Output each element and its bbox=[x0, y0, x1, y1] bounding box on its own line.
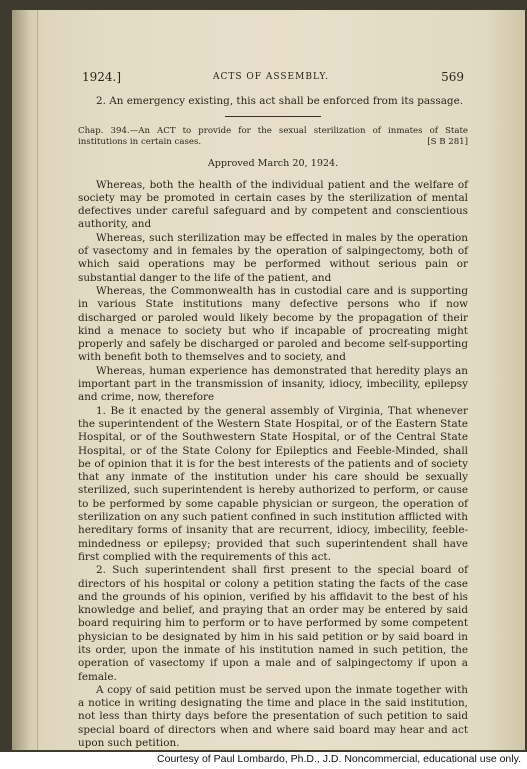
page-number: 569 bbox=[441, 70, 464, 84]
section-2-paragraph: 2. Such superintendent shall first present to the special board of directors of his hospital or colony a petition stating the facts of the case and the grounds of his opinion, verified by his affidavit to the best of his knowledge and belief, and praying that an order may be entered by said board requiring him to perform or to have performed by some competent physician to be designated by him in his said petition or by said board in its order, upon the inmate of his institution named in such petition, the operation of vasectomy if upon a male and of salpingectomy if upon a female. bbox=[78, 564, 468, 683]
preamble-paragraph: Whereas, both the health of the individual patient and the welfare of society may be promoted in certain cases by the sterilization of mental defectives under careful safeguard and by competent and conscientious authority, and bbox=[78, 178, 468, 231]
approved-date: Approved March 20, 1924. bbox=[207, 158, 339, 170]
book-page bbox=[12, 10, 525, 750]
page-edge-line bbox=[37, 10, 38, 750]
running-head bbox=[78, 70, 464, 86]
preamble-paragraph: Whereas, such sterilization may be effected in males by the operation of vasectomy and in females by the operation of salpingectomy, both of which said operations may be performed without serious pain or substantial danger to the life of the patient, and bbox=[78, 231, 468, 284]
chapter-heading bbox=[78, 126, 468, 148]
header-year: 1924.] bbox=[82, 70, 122, 84]
section-rule bbox=[225, 116, 321, 117]
header-title: ACTS OF ASSEMBLY. bbox=[212, 72, 329, 82]
chapter-heading-text: Chap. 394.—An ACT to provide for the sexual sterilization of inmates of State institutions in certain cases. bbox=[78, 126, 468, 148]
petition-service-paragraph: A copy of said petition must be served upon the inmate together with a notice in writing designating the time and place in the said institution, not less than thirty days before the presentation of such petition to said special board of directors when and where said board may hear and act upon such petition. bbox=[78, 683, 468, 750]
courtesy-footer: Courtesy of Paul Lombardo, Ph.D., J.D. Noncommercial, educational use only. bbox=[157, 753, 521, 765]
bill-reference: [S B 281] bbox=[427, 137, 468, 148]
previous-act-section: 2. An emergency existing, this act shall be enforced from its passage. bbox=[96, 95, 464, 107]
preamble-paragraph: Whereas, human experience has demonstrated that heredity plays an important part in the transmission of insanity, idiocy, imbecility, epilepsy and crime, now, therefore bbox=[78, 364, 468, 404]
section-1-paragraph: 1. Be it enacted by the general assembly of Virginia, That whenever the superintendent of the Western State Hospital, or of the Eastern State Hospital, or of the Southwestern State Hospital, or of the Central State Hospital, or of the State Colony for Epileptics and Feeble-Minded, shall be of opinion that it is for the best interests of the patients and of society that any inmate of the institution under his care should be sexually sterilized, such superintendent is hereby authorized to perform, or cause to be performed by some capable physician or surgeon, the operation of sterilization on any such patient confined in such institution afflicted with hereditary forms of insanity that are recurrent, idiocy, imbecility, feeble-mindedness or epilepsy; provided that such superintendent shall have first complied with the requirements of this act. bbox=[78, 404, 468, 563]
gutter-shadow bbox=[12, 10, 30, 750]
text-block bbox=[78, 95, 468, 750]
preamble-paragraph: Whereas, the Commonwealth has in custodial care and is supporting in various State institutions many defective persons who if now discharged or paroled would likely become by the propagation of their kind a menace to society but who if incapable of procreating might properly and safely be discharged or paroled and become self-supporting with benefit both to themselves and to society, and bbox=[78, 284, 468, 364]
